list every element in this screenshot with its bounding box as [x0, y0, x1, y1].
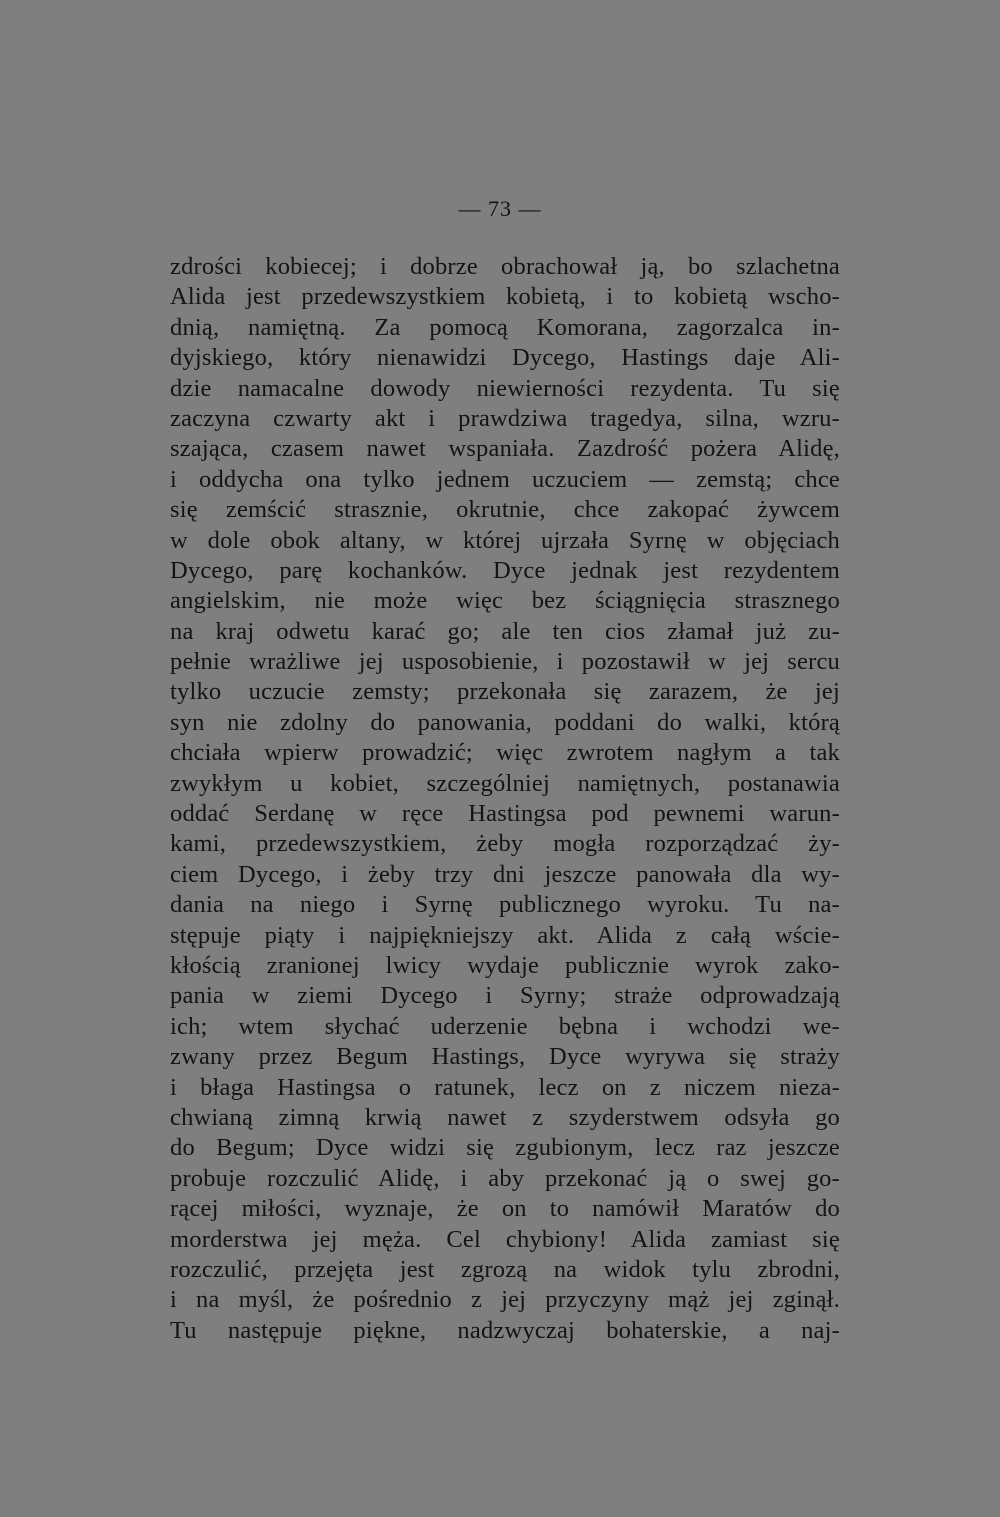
text-line: zaczyna czwarty akt i prawdziwa tragedya, silna, wzru- [170, 404, 840, 432]
text-line: oddać Serdanę w ręce Hastingsa pod pewnemi warun- [170, 800, 840, 828]
text-line: probuje rozczulić Alidę, i aby przekonać ją o swej go- [170, 1164, 840, 1192]
text-line: pełnie wrażliwe jej usposobienie, i pozostawił w jej sercu [170, 648, 840, 676]
text-line: chciała wpierw prowadzić; więc zwrotem nagłym a tak [170, 739, 840, 767]
page-number: — 73 — [458, 196, 542, 221]
text-line: Alida jest przedewszystkiem kobietą, i to kobietą wscho- [170, 283, 840, 311]
text-line: zwany przez Begum Hastings, Dyce wyrywa się straży [170, 1043, 840, 1071]
text-line: rozczulić, przejęta jest zgrozą na widok tylu zbrodni, [170, 1255, 840, 1283]
text-line: chwianą zimną krwią nawet z szyderstwem odsyła go [170, 1103, 840, 1131]
text-line: w dole obok altany, w której ujrzała Syrnę w objęciach [170, 526, 840, 554]
text-line: ich; wtem słychać uderzenie bębna i wchodzi we- [170, 1012, 840, 1040]
body-text [170, 252, 840, 1346]
text-line: tylko uczucie zemsty; przekonała się zarazem, że jej [170, 678, 840, 706]
text-line: do Begum; Dyce widzi się zgubionym, lecz raz jeszcze [170, 1134, 840, 1162]
text-line: syn nie zdolny do panowania, poddani do walki, którą [170, 708, 840, 736]
text-line: dyjskiego, który nienawidzi Dycego, Hastings daje Ali- [170, 344, 840, 372]
text-line: rącej miłości, wyznaje, że on to namówił Maratów do [170, 1195, 840, 1223]
text-line: dzie namacalne dowody niewierności rezydenta. Tu się [170, 374, 840, 402]
text-line: ciem Dycego, i żeby trzy dni jeszcze panowała dla wy- [170, 860, 840, 888]
text-line: i błaga Hastingsa o ratunek, lecz on z niczem nieza- [170, 1073, 840, 1101]
text-line: kami, przedewszystkiem, żeby mogła rozporządzać ży- [170, 830, 840, 858]
text-line: się zemścić strasznie, okrutnie, chce zakopać żywcem [170, 496, 840, 524]
text-line: stępuje piąty i najpiękniejszy akt. Alida z całą wście- [170, 921, 840, 949]
text-line: szająca, czasem nawet wspaniała. Zazdrość pożera Alidę, [170, 435, 840, 463]
text-line: dania na niego i Syrnę publicznego wyroku. Tu na- [170, 891, 840, 919]
text-line: Tu następuje piękne, nadzwyczaj bohaterskie, a naj- [170, 1316, 840, 1344]
text-line: pania w ziemi Dycego i Syrny; straże odprowadzają [170, 982, 840, 1010]
text-line: i oddycha ona tylko jednem uczuciem — zemstą; chce [170, 465, 840, 493]
text-line: na kraj odwetu karać go; ale ten cios złamał już zu- [170, 617, 840, 645]
text-line: morderstwa jej męża. Cel chybiony! Alida zamiast się [170, 1225, 840, 1253]
text-line: kłością zranionej lwicy wydaje publicznie wyrok zako- [170, 951, 840, 979]
text-line: zdrości kobiecej; i dobrze obrachował ją, bo szlachetna [170, 253, 840, 280]
text-line: angielskim, nie może więc bez ściągnięcia strasznego [170, 587, 840, 615]
text-line: dnią, namiętną. Za pomocą Komorana, zagorzalca in- [170, 313, 840, 341]
text-line: i na myśl, że pośrednio z jej przyczyny mąż jej zginął. [170, 1286, 840, 1314]
text-line: zwykłym u kobiet, szczególniej namiętnych, postanawia [170, 769, 840, 797]
text-line: Dycego, parę kochanków. Dyce jednak jest rezydentem [170, 556, 840, 584]
